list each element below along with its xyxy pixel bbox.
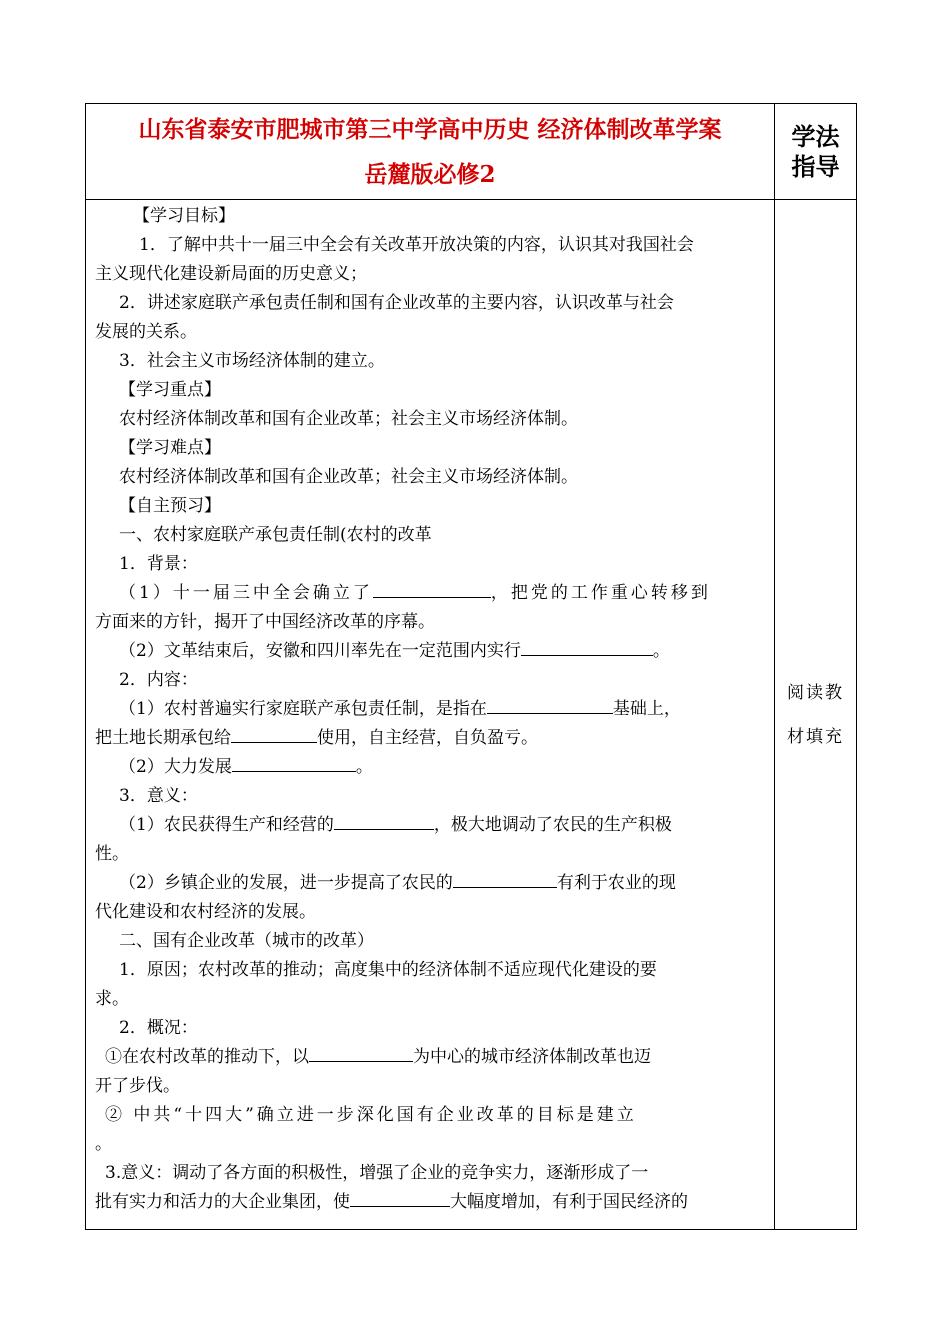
text-run: 把土地长期承包给 [95, 728, 231, 748]
guide-note: 阅读教材填充 [787, 682, 844, 747]
section-1-title: 一、农村家庭联产承包责任制(农村的改革 [119, 525, 432, 545]
key-heading: 【学习重点】 [119, 380, 221, 400]
key-text: 农村经济体制改革和国有企业改革；社会主义市场经济体制。 [119, 409, 578, 429]
s2-overview-1-cont: 开了步伐。 [95, 1076, 180, 1096]
fill-blank[interactable] [334, 811, 434, 830]
s2-reason-cont: 求。 [95, 989, 129, 1009]
title-cell [86, 104, 775, 200]
s1-background-1 [119, 579, 766, 608]
s1-meaning-heading: 3．意义： [119, 786, 198, 806]
goal-3: 3．社会主义市场经济体制的建立。 [119, 351, 385, 371]
text-run: 批有实力和活力的大企业集团，使 [95, 1192, 350, 1212]
text-run: 基础上， [612, 699, 681, 719]
goals-heading: 【学习目标】 [133, 206, 235, 226]
goal-1-line-b: 主义现代化建设新局面的历史意义； [95, 264, 367, 284]
text-run: 为中心的城市经济体制改革也迈 [413, 1047, 651, 1067]
body-row [86, 200, 857, 1230]
fill-blank[interactable] [487, 695, 613, 714]
text-run: （1）农民获得生产和经营的 [119, 815, 334, 835]
s2-meaning: 3.意义：调动了各方面的积极性，增强了企业的竞争实力，逐渐形成了一 [105, 1163, 649, 1183]
preview-heading: 【自主预习】 [119, 496, 221, 516]
worksheet-table [85, 103, 857, 1230]
s1-content-2 [119, 753, 766, 782]
fill-blank[interactable] [232, 753, 356, 772]
text-run: （1）农村普遍实行家庭联产承包责任制，是指在 [119, 699, 487, 719]
s2-overview-heading: 2．概况： [119, 1018, 198, 1038]
goal-1-line-a: 1．了解中共十一届三中全会有关改革开放决策的内容，认识其对我国社会 [139, 235, 694, 255]
goal-2-line-a: 2．讲述家庭联产承包责任制和国有企业改革的主要内容，认识改革与社会 [119, 293, 674, 313]
s1-meaning-2 [119, 869, 766, 898]
fill-blank[interactable] [350, 1188, 450, 1207]
content-cell [86, 200, 775, 1230]
s2-overview-2-cont: 。 [95, 1134, 112, 1154]
fill-blank[interactable] [373, 579, 491, 598]
text-run: 使用，自主经营，自负盈亏。 [317, 728, 538, 748]
guide-cell [775, 200, 857, 1230]
guide-header-line1: 学法 [791, 121, 840, 151]
text-run: 有利于农业的现 [556, 873, 676, 893]
text-run: 大幅度增加，有利于国民经济的 [450, 1192, 688, 1212]
text-run: 。 [355, 757, 373, 777]
text-run: 。 [652, 641, 670, 661]
s1-content-1-cont [95, 724, 766, 753]
s1-background-heading: 1．背景： [119, 554, 198, 574]
s2-meaning-cont [95, 1188, 766, 1217]
fill-blank[interactable] [453, 869, 557, 888]
page-subtitle: 岳麓版必修2 [364, 160, 496, 188]
s1-background-1-cont: 方面来的方针，揭开了中国经济改革的序幕。 [95, 612, 435, 632]
s1-background-2 [119, 637, 766, 666]
s2-overview-1 [105, 1043, 766, 1072]
s1-meaning-2-cont: 代化建设和农村经济的发展。 [95, 902, 316, 922]
guide-header-line2: 指导 [791, 151, 840, 181]
text-run: （2）乡镇企业的发展，进一步提高了农民的 [119, 873, 453, 893]
s1-content-heading: 2．内容： [119, 670, 198, 690]
text-run: （1）十一届三中全会确立了 [119, 583, 373, 603]
text-run: （2）大力发展 [119, 757, 232, 777]
fill-blank[interactable] [521, 637, 653, 656]
text-run: ，把党的工作重心转移到 [490, 583, 711, 603]
difficulty-text: 农村经济体制改革和国有企业改革；社会主义市场经济体制。 [119, 467, 578, 487]
s1-meaning-1-cont: 性。 [95, 844, 129, 864]
text-run: ①在农村改革的推动下，以 [105, 1047, 309, 1067]
page-title: 山东省泰安市肥城市第三中学高中历史 经济体制改革学案 [138, 115, 722, 143]
difficulty-heading: 【学习难点】 [119, 438, 221, 458]
s1-meaning-1 [119, 811, 766, 840]
s2-overview-2: ② 中共“十四大”确立进一步深化国有企业改革的目标是建立 [105, 1105, 637, 1125]
section-2-title: 二、国有企业改革（城市的改革） [119, 931, 374, 951]
fill-blank[interactable] [231, 724, 317, 743]
s1-content-1 [119, 695, 766, 724]
header-row [86, 104, 857, 200]
s2-reason: 1．原因；农村改革的推动；高度集中的经济体制不适应现代化建设的要 [119, 960, 657, 980]
text-run: （2）文革结束后，安徽和四川率先在一定范围内实行 [119, 641, 521, 661]
fill-blank[interactable] [309, 1043, 413, 1062]
guide-header-cell [775, 104, 857, 200]
text-run: ，极大地调动了农民的生产积极 [433, 815, 672, 835]
goal-2-line-b: 发展的关系。 [95, 322, 197, 342]
